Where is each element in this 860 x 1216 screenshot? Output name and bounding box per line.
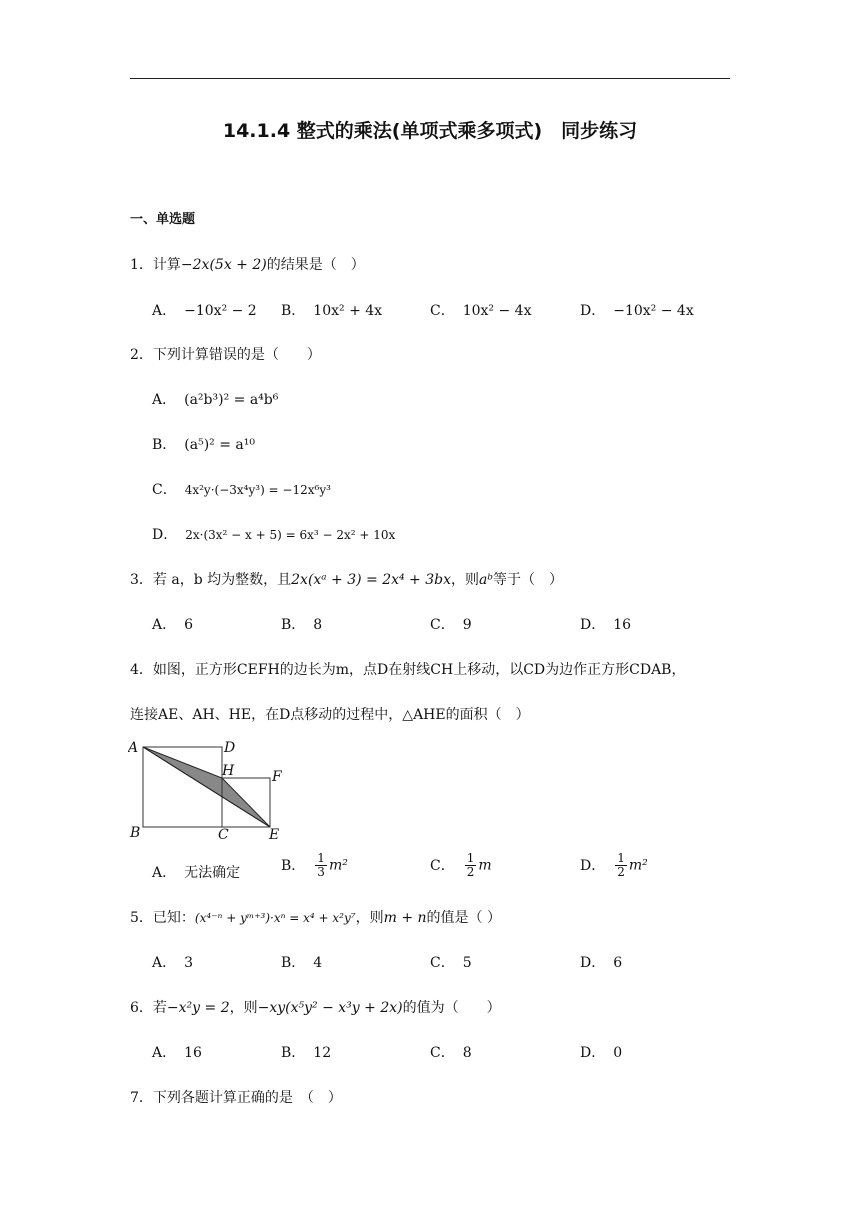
option-key: C．: [430, 617, 455, 633]
label-c: C: [218, 827, 229, 843]
question-4-line-2: 连接AE、AH、HE，在D点移动的过程中，△AHE的面积（ ）: [130, 707, 530, 723]
option-c[interactable]: [430, 852, 492, 879]
question-stem: 下列计算错误的是（ ）: [152, 347, 321, 363]
option-b[interactable]: [281, 614, 322, 634]
option-key: A．: [152, 392, 177, 408]
option-key: D．: [580, 303, 606, 319]
fraction-numerator: 1: [617, 851, 625, 865]
option-d[interactable]: [580, 952, 622, 972]
option-text: (a⁵)² = a¹⁰: [184, 437, 255, 453]
option-key: A．: [152, 1045, 177, 1061]
question-1: [130, 254, 365, 274]
question-number: 4．: [130, 662, 153, 678]
option-d[interactable]: [580, 1042, 622, 1062]
question-math: −x²y = 2: [166, 1000, 230, 1016]
option-key: A．: [152, 955, 177, 971]
option-key: B．: [281, 857, 306, 874]
question-stem: 若 a，b 均为整数，且: [152, 572, 292, 588]
option-b[interactable]: [281, 1042, 331, 1062]
label-e: E: [269, 827, 280, 843]
option-a[interactable]: [152, 1042, 202, 1062]
fraction-numerator: 1: [317, 851, 325, 865]
option-text: m²: [328, 857, 348, 874]
label-f: F: [272, 769, 282, 785]
option-a[interactable]: [152, 862, 240, 882]
option-key: A．: [152, 303, 177, 319]
option-b[interactable]: [281, 952, 322, 972]
option-b[interactable]: [281, 300, 382, 320]
question-6: [130, 997, 501, 1017]
question-number: 6．: [130, 1000, 153, 1016]
question-stem: 计算: [152, 257, 181, 273]
question-stem: ，则: [355, 910, 384, 926]
option-key: B．: [281, 303, 306, 319]
option-d[interactable]: [580, 614, 631, 634]
option-text: 4: [313, 955, 323, 971]
fraction: [615, 852, 627, 879]
option-text: 8: [462, 1045, 472, 1061]
option-text: 16: [184, 1045, 202, 1061]
label-a: A: [128, 740, 139, 756]
option-text: m: [478, 857, 492, 874]
option-text: 6: [184, 617, 194, 633]
question-stem: 如图，正方形CEFH的边长为m，点D在射线CH上移动，以CD为边作正方形CDAB，: [152, 662, 686, 678]
question-2: [130, 344, 321, 364]
question-stem: 等于（ ）: [492, 572, 563, 588]
question-number: 1．: [130, 257, 153, 273]
option-text: 16: [613, 617, 632, 633]
option-key: C．: [430, 857, 455, 874]
label-d: D: [224, 740, 236, 756]
question-math: (x⁴⁻ⁿ + yᵐ⁺³)·xⁿ = x⁴ + x²y⁷: [194, 911, 356, 925]
fraction-numerator: 1: [466, 851, 475, 865]
option-text: 0: [613, 1045, 623, 1061]
option-text: 10x² + 4x: [313, 303, 383, 319]
question-stem: 的值为（ ）: [402, 1000, 501, 1016]
option-key: B．: [281, 1045, 306, 1061]
option-text: 9: [462, 617, 472, 633]
option-key: C．: [430, 303, 455, 319]
option-text: m²: [628, 857, 648, 874]
question-math: 2x(xᵃ + 3) = 2x⁴ + 3bx: [291, 572, 451, 588]
option-key: D．: [152, 527, 178, 543]
option-c[interactable]: [430, 614, 472, 634]
option-text: 3: [184, 955, 194, 971]
label-h: H: [222, 763, 235, 779]
question-number: 3．: [130, 572, 153, 588]
question-3: [130, 569, 563, 589]
segment-ae: [143, 747, 270, 827]
page-title: 14.1.4 整式的乘法(单项式乘多项式) 同步练习: [222, 120, 638, 142]
question-7: [130, 1087, 342, 1107]
option-key: B．: [281, 617, 306, 633]
question-math: aᵇ: [479, 572, 493, 588]
question-math: −2x(5x + 2): [180, 257, 267, 273]
option-text: 5: [462, 955, 472, 971]
option-d[interactable]: [152, 524, 395, 544]
question-stem: 下列各题计算正确的是 （ ）: [152, 1090, 342, 1106]
option-text: −10x² − 2: [184, 303, 257, 319]
option-key: B．: [281, 955, 306, 971]
question-stem: ，则: [229, 1000, 258, 1016]
option-c[interactable]: [430, 1042, 472, 1062]
question-stem: 的值是（ ）: [426, 910, 501, 926]
option-d[interactable]: [580, 300, 694, 320]
question-stem: 已知：: [152, 910, 195, 926]
option-a[interactable]: [152, 952, 193, 972]
option-text: 6: [613, 955, 623, 971]
fraction-denominator: 2: [466, 865, 475, 879]
option-text: 2x·(3x² − x + 5) = 6x³ − 2x² + 10x: [185, 528, 396, 542]
option-text: 12: [313, 1045, 332, 1061]
option-key: D．: [580, 1045, 606, 1061]
option-b[interactable]: [152, 434, 255, 454]
option-a[interactable]: [152, 389, 278, 409]
fraction: [465, 852, 477, 879]
option-a[interactable]: [152, 300, 257, 320]
option-text: 8: [313, 617, 323, 633]
question-stem: 若: [152, 1000, 167, 1016]
option-key: A．: [152, 865, 177, 881]
header-rule: [130, 78, 730, 79]
label-b: B: [130, 825, 141, 841]
question-4: [130, 659, 685, 679]
fraction: [315, 852, 327, 879]
option-text: (a²b³)² = a⁴b⁶: [184, 392, 279, 408]
option-key: C．: [430, 955, 455, 971]
option-text: 4x²y·(−3x⁴y³) = −12x⁶y³: [184, 483, 331, 497]
question-math: m + n: [383, 910, 427, 926]
option-a[interactable]: [152, 614, 193, 634]
question-number: 2．: [130, 347, 153, 363]
option-key: C．: [152, 482, 177, 498]
fraction-denominator: 2: [617, 865, 625, 879]
option-key: B．: [152, 437, 177, 453]
option-key: C．: [430, 1045, 455, 1061]
question-number: 5．: [130, 910, 153, 926]
option-text: 10x² − 4x: [462, 303, 532, 319]
option-key: A．: [152, 617, 177, 633]
question-math: −xy(x⁵y² − x³y + 2x): [257, 1000, 403, 1016]
geometry-figure: [128, 738, 288, 844]
option-text: 无法确定: [184, 865, 241, 881]
option-b[interactable]: [281, 852, 348, 879]
question-number: 7．: [130, 1090, 153, 1106]
question-5: [130, 907, 501, 927]
option-d[interactable]: [580, 852, 648, 879]
section-heading: 一、单选题: [130, 212, 196, 227]
option-c[interactable]: [430, 952, 472, 972]
option-key: D．: [580, 617, 606, 633]
question-stem: ，则: [451, 572, 479, 588]
question-stem: 的结果是（ ）: [266, 257, 365, 273]
option-c[interactable]: [430, 300, 531, 320]
option-key: D．: [580, 857, 606, 874]
option-c[interactable]: [152, 479, 331, 499]
option-key: D．: [580, 955, 606, 971]
option-text: −10x² − 4x: [613, 303, 694, 319]
fraction-denominator: 3: [317, 865, 325, 879]
